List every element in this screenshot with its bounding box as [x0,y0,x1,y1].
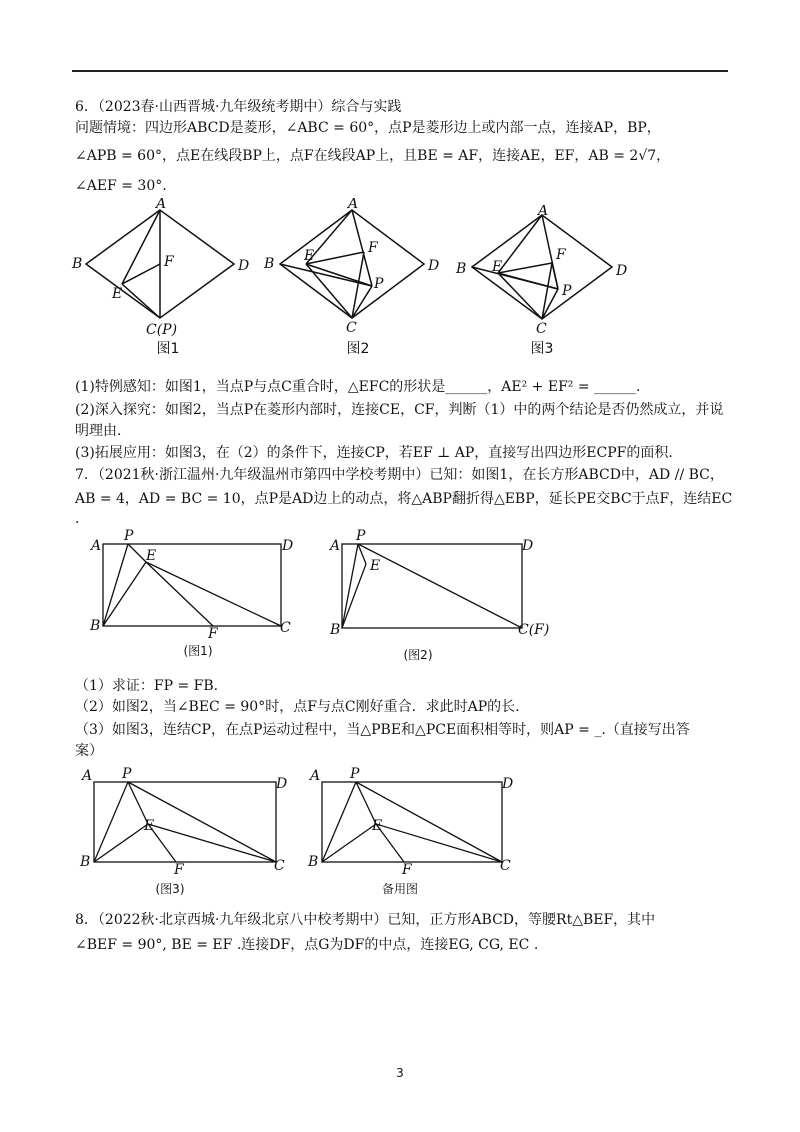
q7f1-label-e: E [146,548,157,564]
q6-fig1-caption: 图1 [156,341,180,357]
q7f1-label-p: P [124,528,134,544]
q7-fig3-caption: (图3) [155,882,185,896]
q6-sub3: (3)拓展应用：如图3，在（2）的条件下，连接CP，若EF ⊥ AP，直接写出四边形ECPF的面积. [75,445,673,461]
q7-figure-1 [88,528,298,643]
q7f3-label-e: E [144,818,155,834]
fig2-label-f: F [368,240,378,256]
q7f2-label-p: P [356,528,366,544]
q7-fig1-caption: (图1) [183,644,213,658]
fig3-label-e: E [492,259,503,275]
fig3-label-p: P [562,283,572,299]
fig1-label-f: F [164,254,174,270]
q6-header: 6．（2023春·山西晋城·九年级统考期中）综合与实践 [75,99,402,115]
q7f1-label-d: D [282,538,294,554]
q7f2-label-a: A [330,538,341,554]
q6-sub1: (1)特例感知：如图1，当点P与点C重合时，△EFC的形状是______，AE² + EF² = ______. [75,379,641,395]
fig2-label-p: P [374,276,384,292]
q7-figure-3 [78,764,293,879]
top-rule [72,70,728,72]
q7-line2: . [75,511,80,527]
q7f4-label-c: C [500,858,511,874]
fig3-label-f: F [556,247,566,263]
q7-sub1: （1）求证：FP = FB. [75,678,219,694]
fig1-label-b: B [72,256,83,272]
fig3-label-b: B [456,261,467,277]
q7f3-label-c: C [274,858,285,874]
q6-figure-3 [452,205,632,340]
q8-line1: 8．（2022秋·北京西城·九年级北京八中校考期中）已知，正方形ABCD，等腰Rt△BEF，其中 [75,912,656,928]
page-number: 3 [396,1066,404,1080]
fig3-label-c: C [536,321,547,337]
q6-line1: 问题情境：四边形ABCD是菱形，∠ABC = 60°，点P是菱形边上或内部一点，连接AP，BP， [75,120,661,136]
fig2-label-e: E [304,248,315,264]
fig3-label-a: A [538,205,549,219]
q7f4-label-d: D [502,776,514,792]
q7f2-label-cf: C(F) [518,622,550,638]
q7-figure-2 [326,528,556,643]
fig1-label-a: A [156,198,167,212]
q7f3-label-b: B [80,854,91,870]
q6-fig3-caption: 图3 [530,341,554,357]
q7f3-label-a: A [82,768,93,784]
fig3-label-d: D [616,263,628,279]
fig2-label-c: C [346,320,357,336]
fig1-label-e: E [112,286,123,302]
q7f1-label-b: B [90,618,101,634]
q7-header: 7．（2021秋·浙江温州·九年级温州市第四中学校考期中）已知：如图1，在长方形ABCD中，AD // BC， [75,467,724,483]
q7f4-label-e: E [372,818,383,834]
q7f1-label-c: C [280,620,291,636]
q7f4-label-a: A [310,768,321,784]
fig2-label-a: A [348,198,359,212]
fig1-label-cp: C(P) [146,322,178,338]
q6-figure-2 [262,198,442,338]
q7-backup-figure [306,764,521,879]
q7f3-label-p: P [122,766,132,782]
q6-line2: ∠APB = 60°，点E在线段BP上，点F在线段AP上，且BE = AF，连接AE，EF，AB = 2√7， [75,148,671,164]
q7-line1: AB = 4，AD = BC = 10，点P是AD边上的动点，将△ABP翻折得△EBP，延长PE交BC于点F，连结EC [75,491,733,507]
q6-sub2b: 明理由. [75,423,122,439]
fig1-label-d: D [238,258,250,274]
q6-fig2-caption: 图2 [346,341,370,357]
q6-sub2a: (2)深入探究：如图2，当点P在菱形内部时，连接CE，CF，判断（1）中的两个结论是否仍然成立，并说 [75,402,724,418]
q7f1-label-f: F [208,626,218,642]
q7-backup-caption: 备用图 [381,882,418,896]
q7f4-label-f: F [402,862,412,878]
q7f1-label-a: A [91,538,102,554]
q7f2-label-e: E [370,558,381,574]
q7f3-label-d: D [276,776,288,792]
q7-sub2: （2）如图2，当∠BEC = 90°时，点F与点C刚好重合．求此时AP的长. [75,699,520,715]
q7f4-label-b: B [308,854,319,870]
fig2-label-b: B [264,256,275,272]
q7f2-label-b: B [330,622,341,638]
q6-line3: ∠AEF = 30°. [75,178,167,194]
q6-figure-1 [70,198,270,338]
q7-sub3b: 案） [75,743,103,759]
q7f2-label-d: D [522,538,534,554]
q7-sub3a: （3）如图3，连结CP，在点P运动过程中，当△PBE和△PCE面积相等时，则AP = _.（直接写出答 [75,722,690,738]
q8-line2: ∠BEF = 90°, BE = EF .连接DF，点G为DF的中点，连接EG, CG, EC . [75,937,539,953]
q7f3-label-f: F [174,862,184,878]
fig2-label-d: D [428,258,440,274]
q7f4-label-p: P [350,766,360,782]
q7-fig2-caption: (图2) [403,648,433,662]
